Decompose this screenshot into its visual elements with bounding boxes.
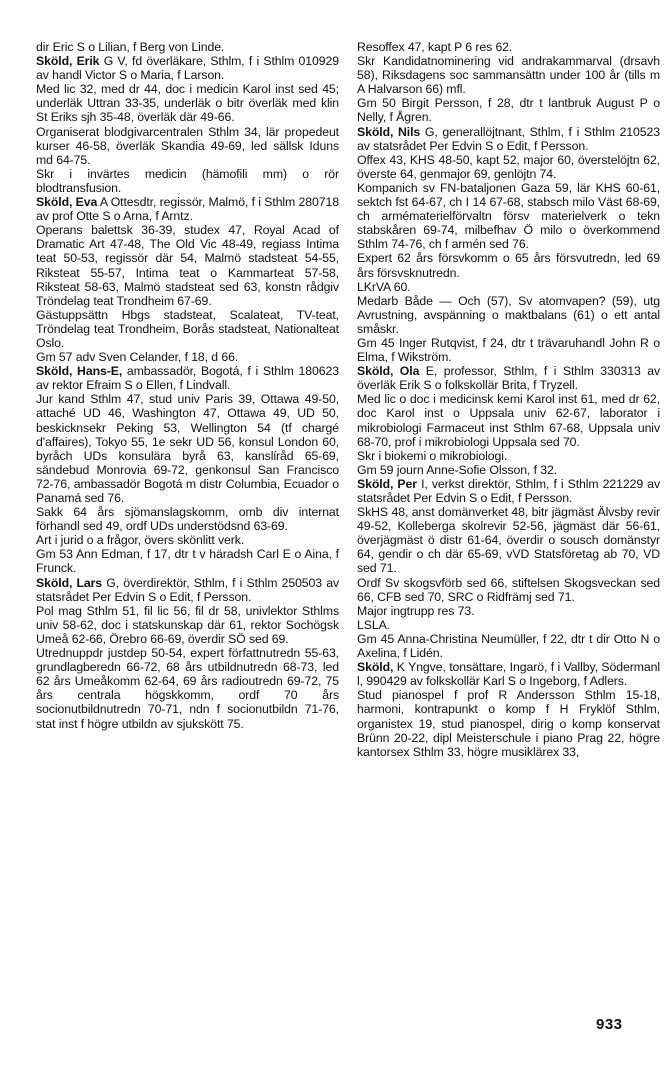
entry-text: LSLA. [357, 617, 390, 632]
entry-paragraph [357, 54, 660, 96]
entry-header [36, 576, 339, 604]
entry-header [357, 364, 660, 392]
entry-paragraph [36, 604, 339, 646]
entry-text: Utrednuppdr justdep 50-54, expert författnutredn 55-63, grundlagberedn 66-72, 68 års utbildnutredn 68-73, led 62 års Umeåkomm 62-64, 69 års radioutredn 69-72, 75 års centrala högskkomm, ordf 70 års socionutbildnutredn 70-71, ndn f socionutbildn 71-76, stat inst f högre utbildn av sjukskött 75. [36, 646, 339, 731]
entry-text: Skr i biokemi o mikrobiologi. [357, 448, 508, 463]
entry-text: dir Eric S o Lilian, f Berg von Linde. [36, 40, 225, 54]
entry-name: Sköld, Erik [36, 54, 100, 69]
entry-name: Sköld, Lars [36, 575, 103, 590]
entry-paragraph [357, 392, 660, 448]
entry-text: E, professor, Sthlm, f i Sthlm 330313 av överläk Erik S o folkskollär Brita, f Tryzell. [357, 364, 660, 393]
entry-paragraph [36, 533, 339, 547]
entry-paragraph [357, 576, 660, 604]
entry-text: I, verkst direktör, Sthlm, f i Sthlm 221229 av statsrådet Per Edvin S o Edit, f Persson. [357, 476, 661, 505]
entry-text: Medarb Både — Och (57), Sv atomvapen? (59), utg Avrustning, avspänning o maktbalans (61) o ett antal småskr. [357, 293, 660, 336]
entry-text: Gm 53 Ann Edman, f 17, dtr t v häradsh Carl E o Aina, f Frunck. [36, 547, 339, 576]
entry-paragraph [357, 618, 660, 632]
entry-paragraph [357, 632, 660, 660]
entry-text: Art i jurid o a frågor, övers skönlitt verk. [36, 533, 245, 548]
entry-paragraph [357, 96, 660, 124]
entry-text: Gm 45 Inger Rutqvist, f 24, dtr t trävaruhandl John R o Elma, f Wikström. [357, 335, 660, 365]
entry-text: Resoffex 47, kapt P 6 res 62. [357, 40, 513, 54]
entry-paragraph [357, 688, 660, 758]
entry-text: Gm 57 adv Sven Celander, f 18, d 66. [36, 350, 239, 365]
entry-text: Offex 43, KHS 48-50, kapt 52, major 60, överstelöjtn 62, överste 64, genmajor 69, genlöjtn 74. [357, 152, 660, 181]
entry-name: Sköld, Eva [36, 195, 98, 210]
entry-paragraph [36, 646, 339, 731]
entry-paragraph [357, 251, 660, 279]
entry-header [36, 364, 339, 392]
entry-paragraph [357, 181, 660, 251]
entry-paragraph [36, 547, 339, 575]
entry-paragraph [36, 308, 339, 350]
entry-text: Med lic o doc i medicinsk kemi Karol inst 61, med dr 62, doc Karol inst o Uppsala univ 62-67, laborator i mikrobiologi Farmaceut inst Sthlm 67-68, Uppsala univ 68-70, prof i mikrobiologi Uppsala sed 70. [357, 392, 660, 449]
entry-name: Sköld, Hans-E, [36, 364, 123, 379]
entry-text: LKrVA 60. [357, 279, 411, 294]
entry-text: Skr Kandidatnominering vid andrakammarval (drsavh 58), Riksdagens soc sammansättn under 100 år (tills m A Halvarson 66) mfl. [357, 54, 660, 97]
entry-paragraph [36, 82, 339, 124]
entry-paragraph [36, 505, 339, 533]
entry-text: G V, fd överläkare, Sthlm, f i Sthlm 010929 av handl Victor S o Maria, f Larson. [36, 54, 339, 83]
entry-text: Operans balettsk 36-39, studex 47, Royal Acad of Dramatic Art 47-48, The Old Vic 48-49, regiass Intima teat 50-53, regissör där 54, Malmö stadsteat 54-55, Riksteat 55-57, Intima teat o Kammarteat 57-58, Riksteat 58-63, Malmö stadsteat sed 63, konstn rådgiv Tröndelag teat Trondheim 67-69. [36, 223, 339, 308]
entry-text: Ordf Sv skogsvförb sed 66, stiftelsen Skogsveckan sed 66, CFB sed 70, SRC o Ridfrämj sed 71. [357, 575, 660, 604]
entry-header [36, 54, 339, 82]
entry-paragraph [357, 40, 660, 54]
entry-paragraph [357, 336, 660, 364]
entry-paragraph [357, 604, 660, 618]
entry-text: Gm 59 journ Anne-Sofie Olsson, f 32. [357, 462, 558, 477]
entry-header [357, 477, 660, 505]
entry-paragraph [357, 280, 660, 294]
entry-text: Expert 62 års försvkomm o 65 års försvutredn, led 69 års försvsknutredn. [357, 251, 660, 280]
entry-text: K Yngve, tonsättare, Ingarö, f i Vallby, Södermanl l, 990429 av folkskollär Karl S o Ingeborg, f Adlers. [357, 660, 660, 689]
entry-text: A Ottesdtr, regissör, Malmö, f i Sthlm 280718 av prof Otte S o Arna, f Arntz. [36, 195, 339, 224]
entry-text: Major ingtrupp res 73. [357, 603, 475, 618]
entry-text: Gm 45 Anna-Christina Neumüller, f 22, dtr t dir Otto N o Axelina, f Lidén. [357, 631, 660, 661]
entry-paragraph [36, 125, 339, 167]
entry-text: G, generallöjtnant, Sthlm, f i Sthlm 210523 av statsrådet Per Edvin S o Edit, f Persson. [357, 124, 660, 153]
entry-paragraph [36, 223, 339, 308]
entry-text: G, överdirektör, Sthlm, f i Sthlm 250503 av statsrådet Per Edvin S o Edit, f Persson. [36, 575, 339, 604]
entry-text: Sakk 64 års sjömanslagskomm, omb div internat förhandl sed 49, ordf UDs understödsnd 63-69. [36, 505, 339, 534]
entry-paragraph [357, 153, 660, 181]
entry-header [357, 660, 660, 688]
entry-paragraph [36, 350, 339, 364]
entry-name: Sköld, Per [357, 476, 417, 491]
entry-text: Med lic 32, med dr 44, doc i medicin Karol inst sed 45; underläk Uttran 33-35, underläk o bitr överläk med klin St Eriks sjh 35-48, överläk där 49-66. [36, 82, 339, 125]
left-column [36, 40, 339, 731]
entry-paragraph [357, 294, 660, 336]
entry-paragraph [36, 40, 339, 54]
entry-text: Stud pianospel f prof R Andersson Sthlm 15-18, harmoni, kontrapunkt o komp f H Fryklöf Sthlm, organistex 19, stud pianospel, dirig o komp konservat Brünn 20-22, dipl Meisterschule i piano Prag 22, högre kantorsex Sthlm 33, högre musiklärex 33, [357, 688, 660, 759]
right-column [357, 40, 660, 759]
entry-paragraph [357, 449, 660, 463]
entry-text: ambassadör, Bogotá, f i Sthlm 180623 av rektor Efraim S o Ellen, f Lindvall. [36, 364, 339, 393]
entry-text: Gästuppsättn Hbgs stadsteat, Scalateat, TV-teat, Tröndelag teat Trondheim, Borås stadsteat, Nationalteat Oslo. [36, 307, 339, 350]
entry-paragraph [357, 505, 660, 575]
entry-name: Sköld, Ola [357, 364, 420, 379]
entry-text: SkHS 48, anst domänverket 48, bitr jägmäst Älvsby revir 49-52, Kolleberga skolrevir 52-56, jägmäst där 56-61, överjägmäst ö distr 61-64, överdir o sousch domänstyr 64, gendir o ch där 65-69, vVD Statsföretag ab 70, VD sed 71. [357, 505, 660, 576]
entry-header [36, 195, 339, 223]
entry-text: Skr i invärtes medicin (hämofili mm) o rör blodtransfusion. [36, 166, 339, 195]
entry-name: Sköld, Nils [357, 124, 421, 139]
entry-paragraph [357, 463, 660, 477]
entry-text: Gm 50 Birgit Persson, f 28, dtr t lantbruk August P o Nelly, f Ågren. [357, 96, 660, 125]
entry-text: Pol mag Sthlm 51, fil lic 56, fil dr 58, univlektor Sthlms univ 58-62, doc i statskunskap där 61, rektor Sochögsk Umeå 62-66, Örebro 66-69, överdir SÖ sed 69. [36, 603, 339, 646]
entry-header [357, 125, 660, 153]
entry-paragraph [36, 392, 339, 505]
entry-text: Jur kand Sthlm 47, stud univ Paris 39, Ottawa 49-50, attaché UD 46, Washington 47, Ottawa 49, UD 50, beskicknsekr Peking 53, Wellington 54 (tf chargé d'affaires), Tokyo 55, 1e sekr UD 56, konsul London 60, byråch UDs konsulära byrå 63, kanslίråd 65-69, sändebud Monrovia 69-72, genkonsul San Francisco 72-76, ambassadör Bogotá m distr Columbia, Ecuador o Panamá sed 76. [36, 392, 339, 505]
page-number: 933 [596, 1016, 623, 1033]
entry-paragraph [36, 167, 339, 195]
entry-text: Kompanich sv FN-bataljonen Gaza 59, lär KHS 60-61, sektch fst 64-67, ch I 14 67-68, stabsch milo Väst 68-69, ch armématerielförvaltn försv materielverk o tekn stabskåren 69-74, milbefhav Ö milo o överkommend Sthlm 74-76, ch f armén sed 76. [357, 180, 660, 252]
entry-name: Sköld, [357, 660, 394, 675]
entry-text: Organiserat blodgivarcentralen Sthlm 34, lär propedeut kurser 46-58, överläk Skandia 49-69, led sällsk Iduns md 64-75. [36, 124, 339, 167]
